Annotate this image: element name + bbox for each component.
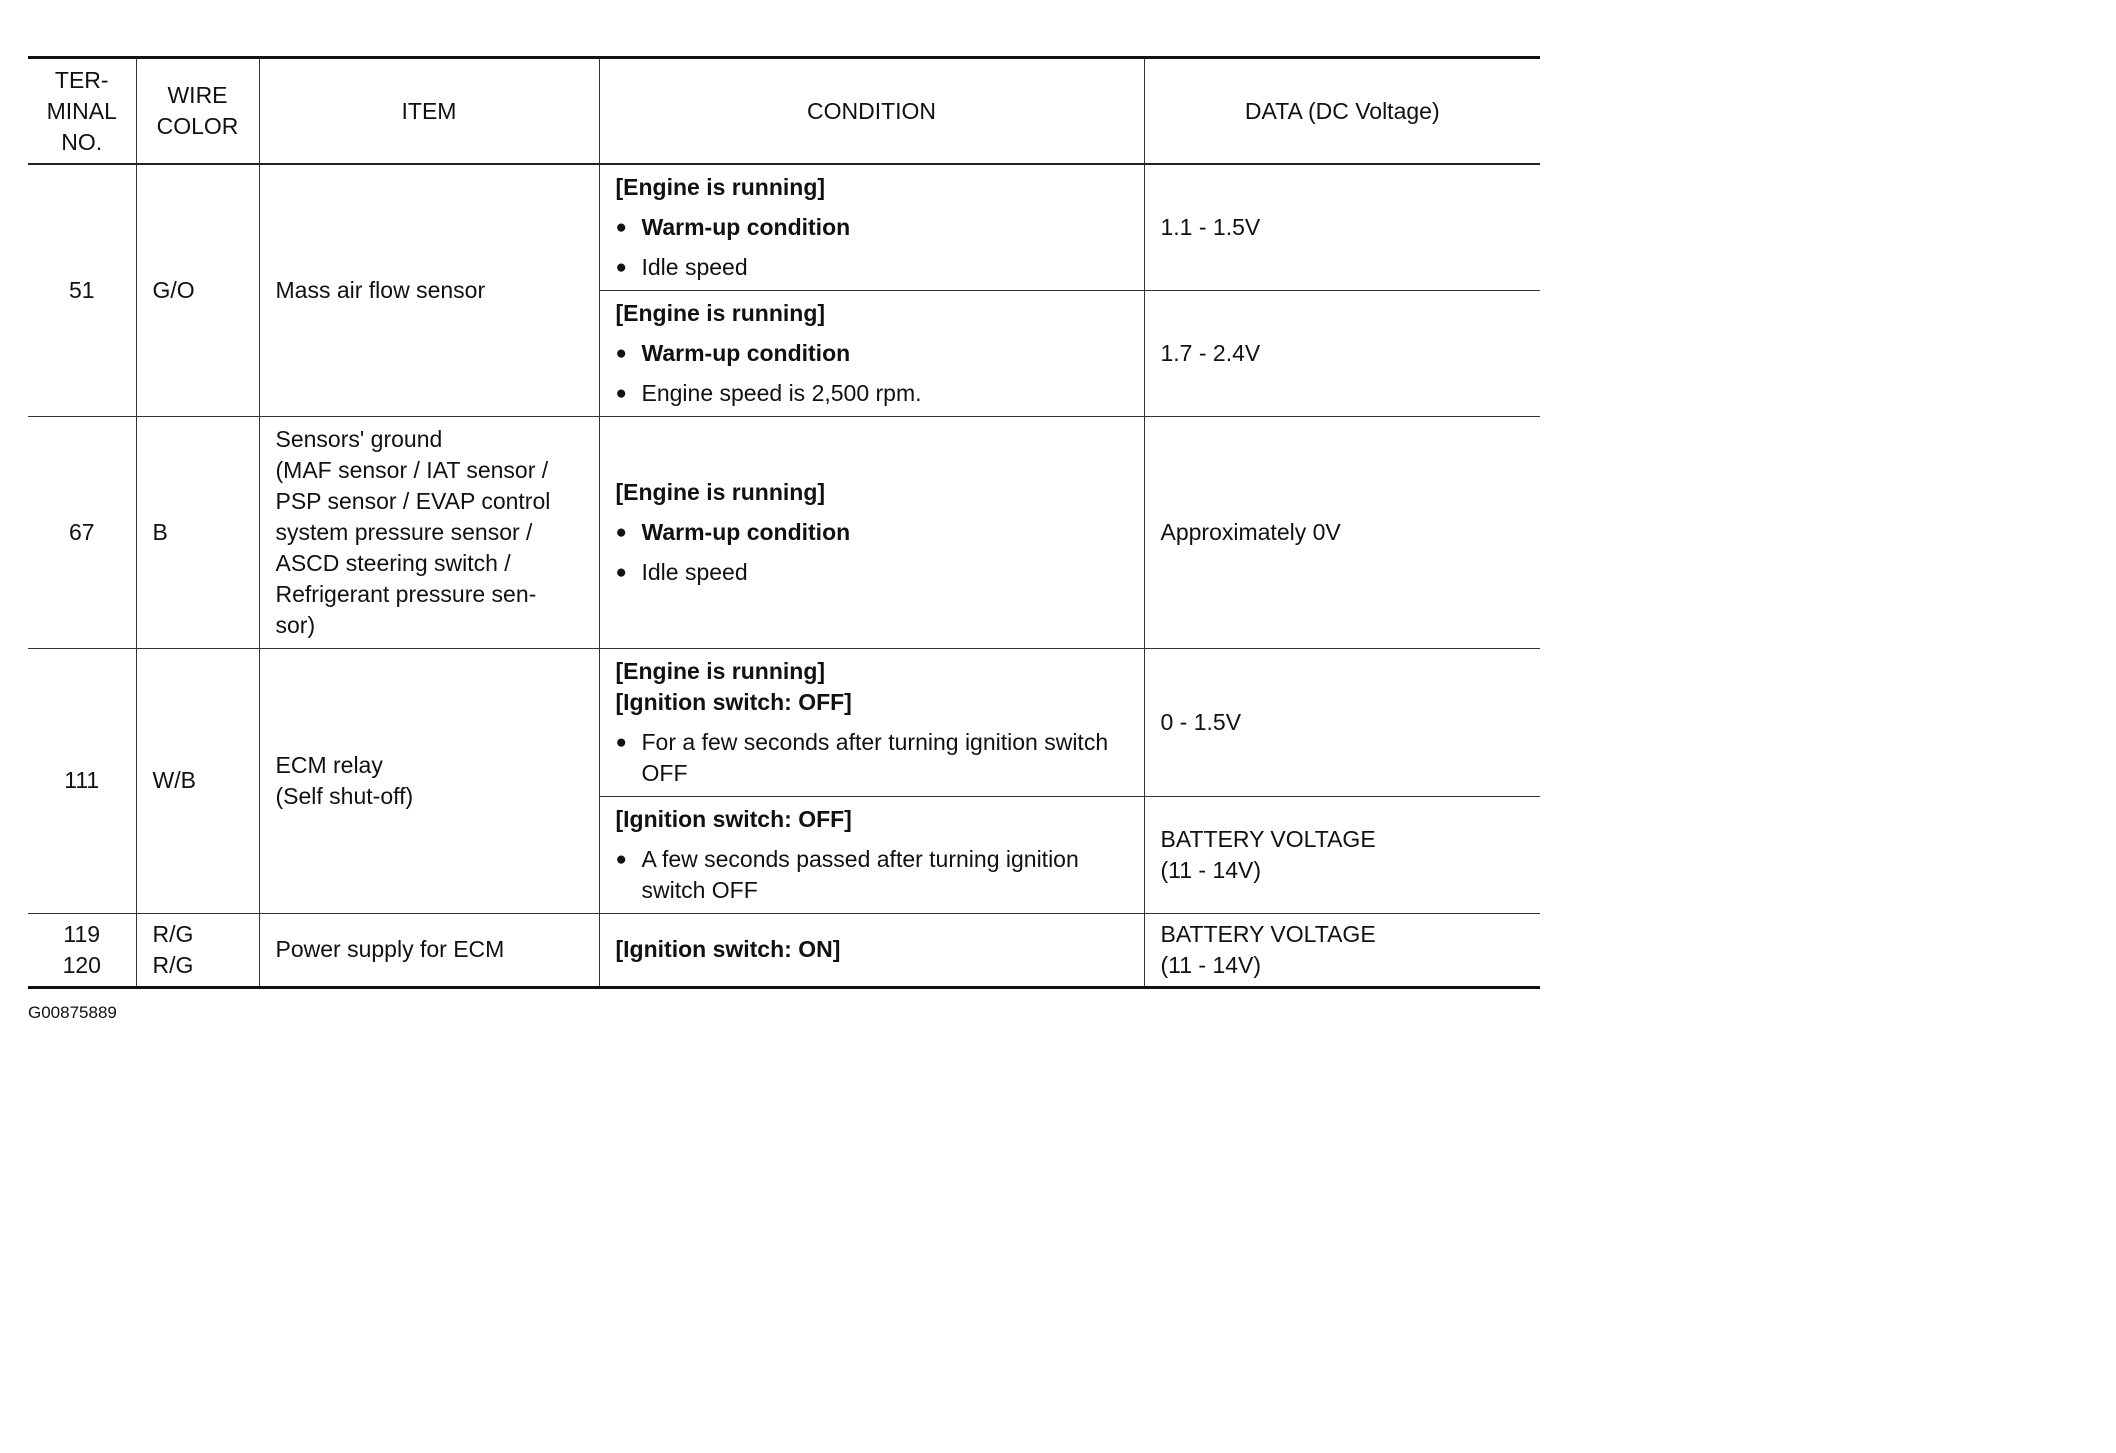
condition-cell [599,796,1144,913]
data-cell [1144,290,1540,416]
item-line: (MAF sensor / IAT sensor / [275,456,549,483]
data-cell [1144,796,1540,913]
bullet-dot-icon: ● [615,382,627,404]
header-label: WIRE [167,82,228,108]
condition-heading: [Ignition switch: OFF] [615,688,852,715]
item-description [259,416,599,648]
header-label: TER- [54,66,109,93]
bullet-text: For a few seconds after turning ignition switch OFF [641,728,1109,786]
wire-value: B [152,518,168,545]
item-line: PSP sensor / EVAP control [275,487,551,514]
header-label: ITEM [401,97,457,124]
table-row [28,913,1540,987]
terminal-value: 51 [68,276,95,303]
ecm-terminal-table [28,56,1540,989]
condition-cell [599,648,1144,796]
item-line: Mass air flow sensor [275,276,486,303]
bullet-text: Idle speed [641,558,748,585]
condition-header [599,58,1144,165]
data-value: (11 - 14V) [1160,951,1262,978]
condition-heading: [Ignition switch: OFF] [615,805,852,832]
bullet-text: A few seconds passed after turning ignition switch OFF [641,845,1079,903]
item-description [259,164,599,416]
condition-cell [599,164,1144,290]
table-header [28,58,1540,165]
item-description [259,648,599,913]
condition-bullet [616,727,1128,789]
condition-heading: [Engine is running] [615,657,826,684]
bullet-dot-icon: ● [615,216,627,238]
data-value: (11 - 14V) [1160,856,1262,883]
terminal-number [28,164,136,416]
header-label: COLOR [156,113,239,139]
bullet-text: Warm-up condition [641,339,851,366]
table-row [28,416,1540,648]
terminal-value: 67 [68,518,95,545]
terminal-no-header [28,58,136,165]
terminal-number [28,913,136,987]
header-label: NO. [61,128,103,155]
condition-cell [599,416,1144,648]
table-row [28,648,1540,796]
terminal-number [28,648,136,913]
item-line: ECM relay [275,751,383,778]
item-header [259,58,599,165]
item-line: Power supply for ECM [275,936,505,962]
bullet-dot-icon: ● [615,256,627,278]
bullet-dot-icon: ● [615,848,627,870]
item-line: (Self shut-off) [275,782,414,809]
condition-heading: [Engine is running] [615,299,826,326]
item-line: sor) [275,611,316,638]
wire-value: W/B [152,767,196,793]
data-value: 1.7 - 2.4V [1160,339,1261,366]
bullet-dot-icon: ● [615,342,627,364]
condition-bullet [616,517,1128,548]
bullet-text: Engine speed is 2,500 rpm. [641,379,922,406]
terminal-number [28,416,136,648]
table-body [28,164,1540,987]
header-label: MINAL [46,97,117,124]
data-cell [1144,416,1540,648]
item-description [259,913,599,987]
bullet-text: Warm-up condition [641,213,851,240]
bullet-text: Idle speed [641,253,748,280]
terminal-value: 120 [62,951,101,978]
condition-heading: [Engine is running] [615,173,826,200]
table-row [28,164,1540,290]
item-line: system pressure sensor / [275,518,533,545]
condition-bullet [616,338,1128,369]
header-label: CONDITION [806,97,937,124]
wire-color [136,416,259,648]
condition-bullet [616,212,1128,243]
wire-value: R/G [152,920,194,947]
wire-color [136,913,259,987]
data-value: 1.1 - 1.5V [1160,213,1261,240]
wire-color [136,648,259,913]
wire-color [136,164,259,416]
bullet-dot-icon: ● [615,521,627,543]
data-cell [1144,648,1540,796]
document-code: G00875889 [28,1003,117,1022]
data-header [1144,58,1540,165]
terminal-value: 111 [64,767,100,793]
condition-heading: [Engine is running] [615,478,826,505]
condition-bullet [616,378,1128,409]
data-value: BATTERY VOLTAGE [1160,825,1376,852]
wire-value: G/O [152,276,195,303]
bullet-dot-icon: ● [615,561,627,583]
condition-cell [599,290,1144,416]
data-value: 0 - 1.5V [1160,708,1242,735]
wire-color-header [136,58,259,165]
condition-bullet [616,252,1128,283]
condition-bullet [616,844,1128,906]
terminal-value: 119 [63,920,101,947]
data-value: Approximately 0V [1160,518,1341,545]
header-label: DATA (DC Voltage) [1244,97,1440,124]
header-row [28,58,1540,165]
bullet-text: Warm-up condition [641,518,851,545]
item-line: Sensors' ground [275,425,443,452]
bullet-dot-icon: ● [615,731,627,753]
condition-bullet [616,557,1128,588]
data-value: BATTERY VOLTAGE [1160,920,1376,947]
item-line: Refrigerant pressure sen- [275,580,537,607]
data-cell [1144,164,1540,290]
data-cell [1144,913,1540,987]
item-line: ASCD steering switch / [275,549,511,576]
condition-cell [599,913,1144,987]
condition-heading: [Ignition switch: ON] [615,936,841,962]
wire-value: R/G [152,951,194,978]
